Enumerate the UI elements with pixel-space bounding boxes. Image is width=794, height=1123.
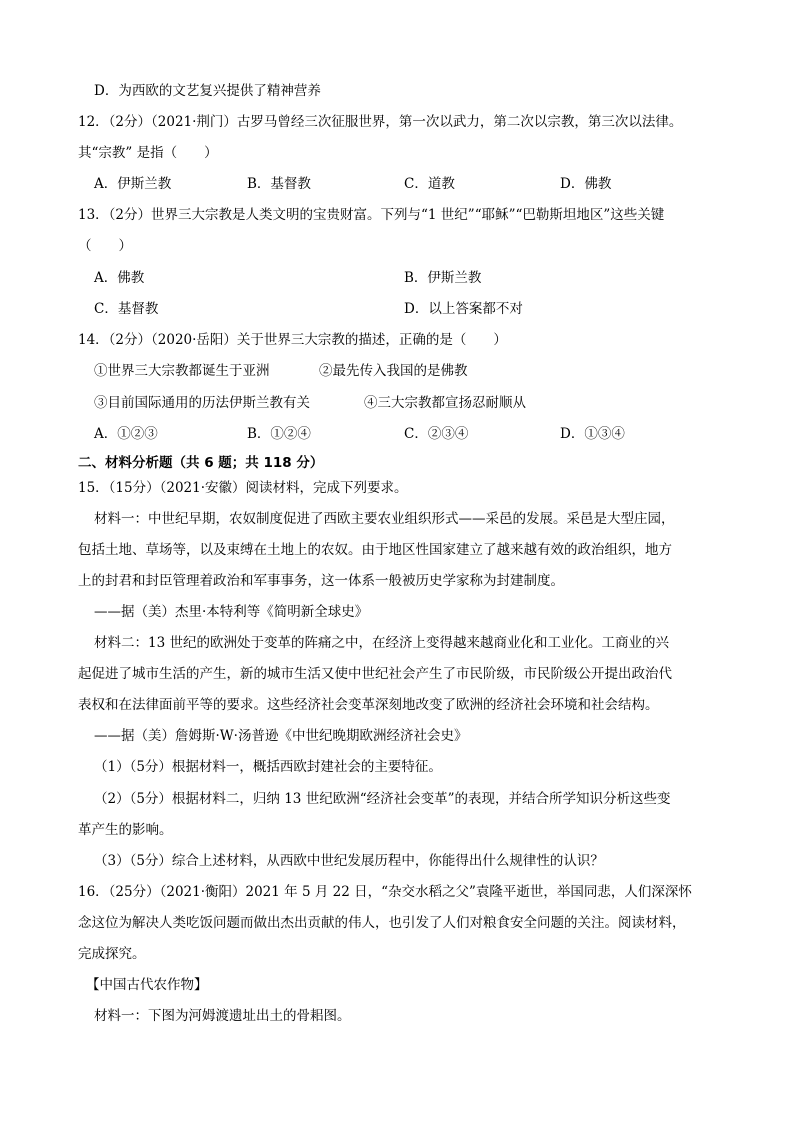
q13-options-row1	[0, 268, 794, 288]
q13-stem-cont: （ ）	[78, 238, 132, 254]
q12-option-d: D．佛教	[560, 176, 612, 192]
q13-options-row2	[0, 299, 794, 319]
q15-subquestion-1: （1）（5分）根据材料一，概括西欧封建社会的主要特征。	[94, 759, 442, 775]
q13-option-b: B．伊斯兰教	[404, 270, 482, 286]
q14-option-b: B．①②④	[247, 426, 311, 442]
q12-options	[0, 174, 794, 194]
q15-stem: 15．（15分）（2021·安徽）阅读材料，完成下列要求。	[78, 480, 408, 496]
q14-options	[0, 424, 794, 444]
q15-subquestion-2-cont: 革产生的影响。	[78, 822, 173, 838]
q16-stem-cont: 念这位为解决人类吃饭问题而做出杰出贡献的伟人，也引发了人们对粮食安全问题的关注。阅读材料，	[78, 915, 686, 931]
q15-subquestion-3: （3）（5分）综合上述材料，从西欧中世纪发展历程中，你能得出什么规律性的认识？	[94, 853, 604, 869]
q14-option-d: D．①③④	[560, 426, 625, 442]
q16-section-heading: 【中国古代农作物】	[86, 977, 208, 993]
q15-material1-line: 上的封君和封臣管理着政治和军事事务，这一体系一般被历史学家称为封建制度。	[78, 573, 564, 589]
q16-stem-cont: 完成探究。	[78, 946, 146, 962]
q15-material2-line: 材料二：13 世纪的欧洲处于变革的阵痛之中，在经济上变得越来越商业化和工业化。工商业的兴	[94, 635, 669, 651]
q13-stem: 13．（2分）世界三大宗教是人类文明的宝贵财富。下列与“1 世纪”“耶稣”“巴勒斯坦地区”这些关键	[78, 207, 665, 223]
q14-item-2: ②最先传入我国的是佛教	[319, 363, 468, 379]
q11-option-d: D．为西欧的文艺复兴提供了精神营养	[94, 83, 321, 99]
q16-material1: 材料一：下图为河姆渡遗址出土的骨耜图。	[94, 1008, 351, 1024]
q15-material1-source: ——据（美）杰里·本特利等《简明新全球史》	[94, 604, 369, 620]
q12-option-b: B．基督教	[247, 176, 311, 192]
q14-item-4: ④三大宗教都宣扬忍耐顺从	[364, 395, 526, 411]
q14-item-3: ③目前国际通用的历法伊斯兰教有关	[94, 395, 310, 411]
q15-subquestion-2: （2）（5分）根据材料二，归纳 13 世纪欧洲“经济社会变革”的表现，并结合所学知识分析这些变	[94, 791, 671, 807]
q15-material2-line: 起促进了城市生活的产生，新的城市生活又使中世纪社会产生了市民阶级，市民阶级公开提出政治代	[78, 666, 672, 682]
q14-items-row1	[0, 361, 794, 381]
q12-stem: 12．（2分）（2021·荆门）古罗马曾经三次征服世界，第一次以武力，第二次以宗教，第三次以法律。	[78, 114, 683, 130]
section-2-title: 二、材料分析题（共 6 题；共 118 分）	[78, 455, 324, 471]
q14-stem: 14．（2分）（2020·岳阳）关于世界三大宗教的描述，正确的是（ ）	[78, 332, 507, 348]
q14-option-c: C．②③④	[404, 426, 469, 442]
q12-option-a: A．伊斯兰教	[94, 176, 172, 192]
q15-material2-line: 表权和在法律面前平等的要求。这些经济社会变革深刻地改变了欧洲的经济社会环境和社会结构。	[78, 697, 659, 713]
q16-stem: 16．（25分）（2021·衡阳）2021 年 5 月 22 日，“杂交水稻之父”袁隆平逝世，举国同悲，人们深深怀	[78, 884, 692, 900]
q14-items-row2	[0, 393, 794, 413]
q15-material1-line: 材料一：中世纪早期，农奴制度促进了西欧主要农业组织形式——采邑的发展。采邑是大型庄园，	[94, 511, 675, 527]
q15-material2-source: ——据（美）詹姆斯·W·汤普逊《中世纪晚期欧洲经济社会史》	[94, 728, 468, 744]
q13-option-c: C．基督教	[94, 301, 159, 317]
q14-option-a: A．①②③	[94, 426, 158, 442]
q12-stem-cont: 其“宗教” 是指（ ）	[78, 145, 218, 161]
q13-option-a: A．佛教	[94, 270, 145, 286]
q13-option-d: D．以上答案都不对	[404, 301, 523, 317]
q15-material1-line: 包括土地、草场等，以及束缚在土地上的农奴。由于地区性国家建立了越来越有效的政治组织，地方	[78, 542, 672, 558]
q14-item-1: ①世界三大宗教都诞生于亚洲	[94, 363, 270, 379]
q12-option-c: C．道教	[404, 176, 455, 192]
